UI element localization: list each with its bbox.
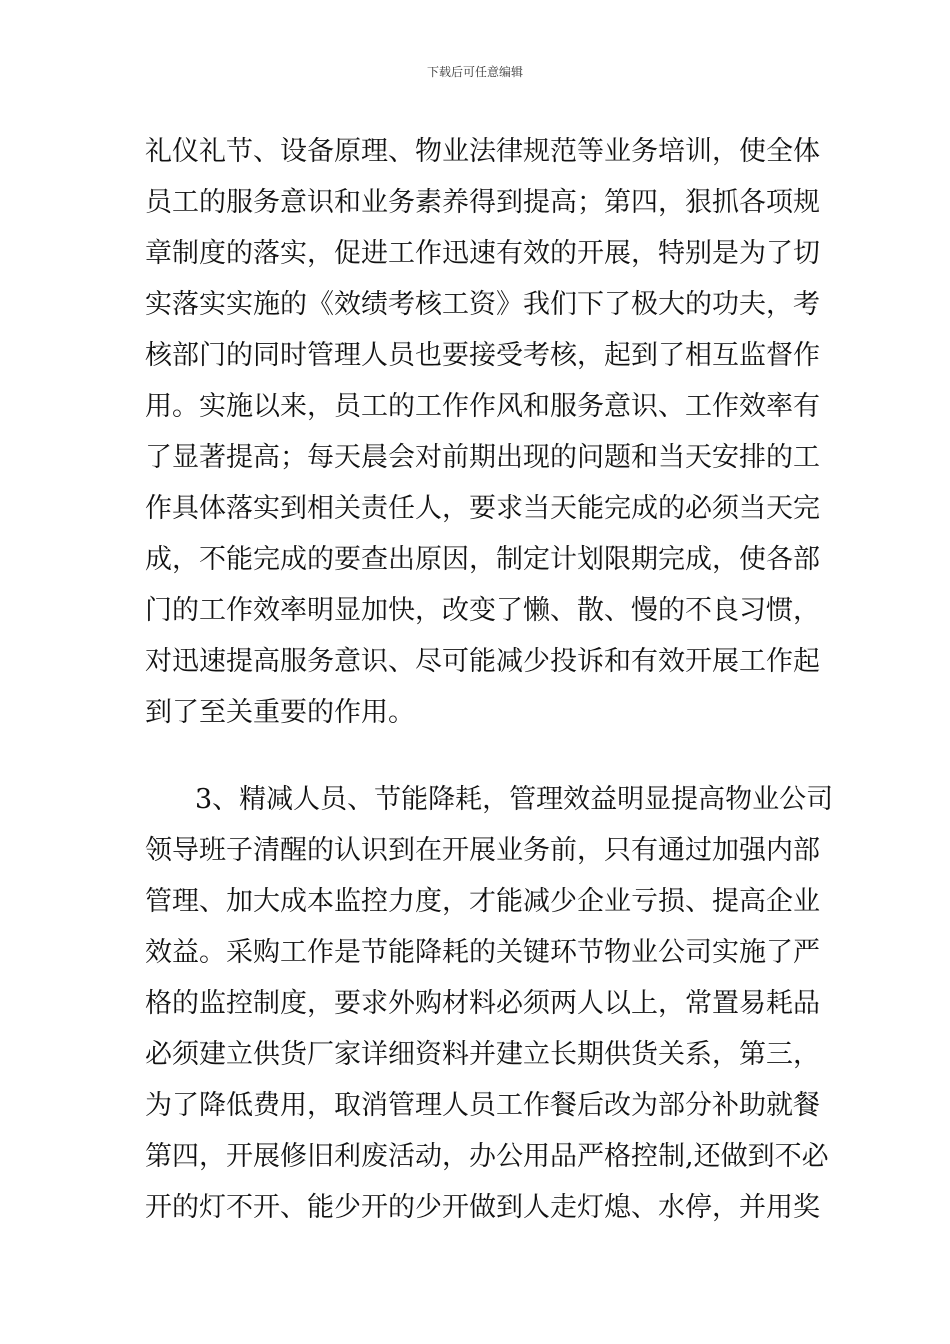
text-line: 管理、加大成本监控力度，才能减少企业亏损、提高企业 (145, 886, 820, 917)
paragraph-1 (145, 126, 820, 738)
paragraph-2 (145, 774, 834, 1233)
text-line: 必须建立供货厂家详细资料并建立长期供货关系，第三， (145, 1039, 820, 1070)
text-line: 用。实施以来，员工的工作作风和服务意识、工作效率有 (145, 391, 820, 422)
text-line: 了显著提高；每天晨会对前期出现的问题和当天安排的工 (145, 442, 820, 473)
text-line: 对迅速提高服务意识、尽可能减少投诉和有效开展工作起 (145, 646, 820, 677)
text-line: 领导班子清醒的认识到在开展业务前，只有通过加强内部 (145, 835, 820, 866)
text-line: 为了降低费用，取消管理人员工作餐后改为部分补助就餐 (145, 1090, 820, 1121)
text-line: 效益。采购工作是节能降耗的关键环节物业公司实施了严 (145, 937, 820, 968)
text-line: 核部门的同时管理人员也要接受考核，起到了相互监督作 (145, 340, 820, 371)
text-line: 作具体落实到相关责任人，要求当天能完成的必须当天完 (145, 493, 820, 524)
text-line: 第四，开展修旧利废活动，办公用品严格控制,还做到不必 (145, 1141, 829, 1172)
text-line: 成，不能完成的要查出原因，制定计划限期完成，使各部 (145, 544, 820, 575)
text-line: 礼仪礼节、设备原理、物业法律规范等业务培训，使全体 (145, 136, 820, 167)
text-line: 开的灯不开、能少开的少开做到人走灯熄、水停，并用奖 (145, 1192, 820, 1223)
text-line: 实落实实施的《效绩考核工资》我们下了极大的功夫，考 (145, 289, 820, 320)
text-line: 门的工作效率明显加快，改变了懒、散、慢的不良习惯， (145, 595, 820, 626)
page-header: 下载后可任意编辑 (426, 65, 523, 79)
text-line: 章制度的落实，促进工作迅速有效的开展，特别是为了切 (145, 238, 820, 269)
text-line: 到了至关重要的作用。 (145, 697, 415, 728)
text-line: 员工的服务意识和业务素养得到提高；第四，狠抓各项规 (145, 187, 820, 218)
text-line: 3、精减人员、节能降耗，管理效益明显提高物业公司 (195, 784, 834, 815)
text-line: 格的监控制度，要求外购材料必须两人以上，常置易耗品 (145, 988, 820, 1019)
